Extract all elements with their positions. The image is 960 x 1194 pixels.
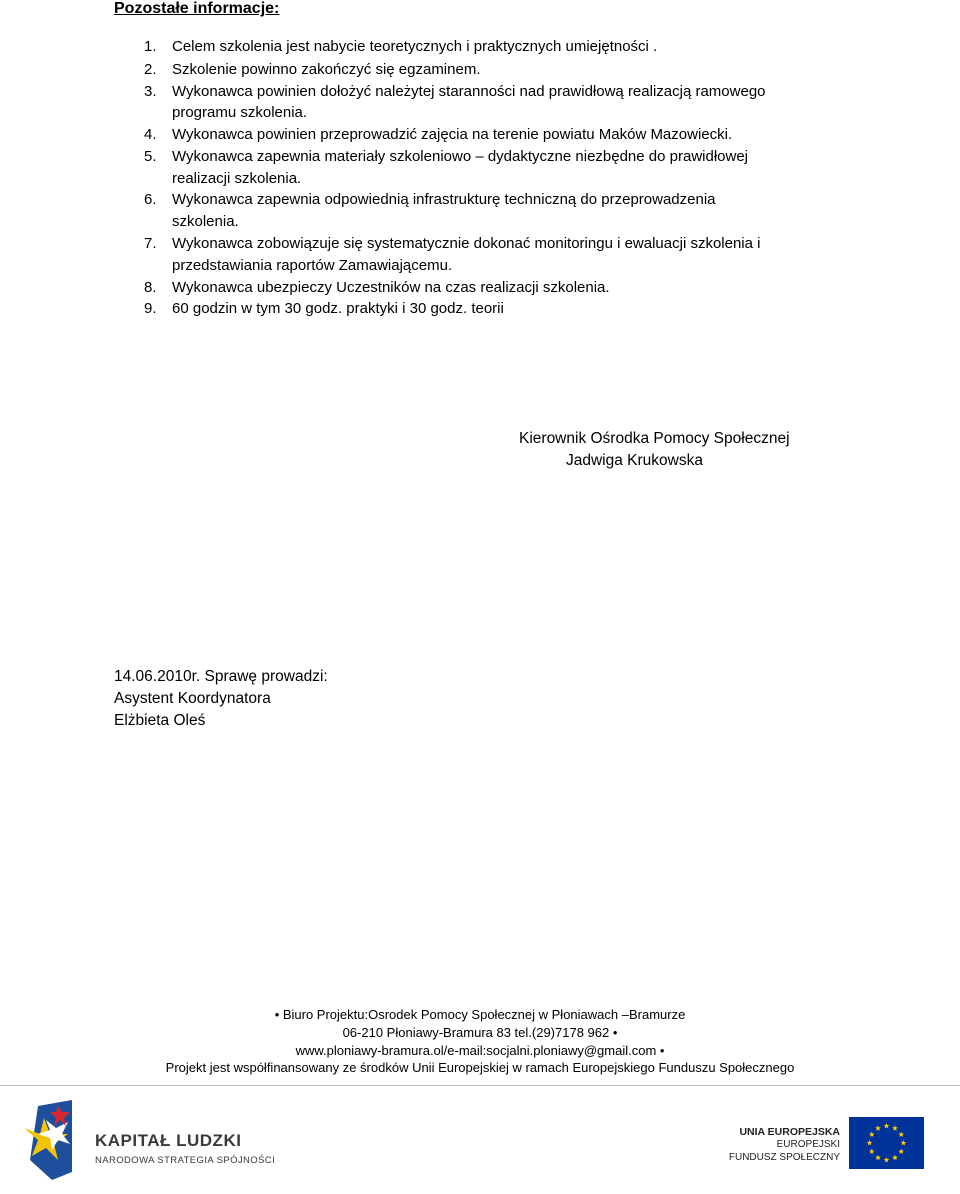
- prepared-name: Elżbieta Oleś: [114, 712, 206, 729]
- list-item-text: Celem szkolenia jest nabycie teoretycznych i praktycznych umiejętności .: [172, 38, 658, 55]
- list-item-number: 7.: [144, 235, 157, 252]
- footer-address-2: 06-210 Płoniawy-Bramura 83 tel.(29)7178 962 •: [342, 1025, 618, 1040]
- footer-contact: www.ploniawy-bramura.ol/e-mail:socjalni.ploniawy@gmail.com •: [295, 1043, 665, 1058]
- footer-funding-note: Projekt jest współfinansowany ze środków Unii Europejskiej w ramach Europejskiego Funduszu Społecznego: [165, 1060, 795, 1075]
- eu-logo-line-2: EUROPEJSKI: [776, 1139, 840, 1150]
- list-item-number: 4.: [144, 126, 157, 143]
- eu-flag-icon: [849, 1117, 924, 1169]
- list-item-text: Wykonawca powinien przeprowadzić zajęcia na terenie powiatu Maków Mazowiecki.: [172, 126, 733, 143]
- list-item-text-cont: programu szkolenia.: [172, 104, 308, 121]
- info-list: [0, 0, 960, 340]
- list-item-text: 60 godzin w tym 30 godz. praktyki i 30 godz. teorii: [172, 300, 504, 317]
- signature-name: Jadwiga Krukowska: [566, 452, 703, 469]
- list-item-text: Szkolenie powinno zakończyć się egzaminem.: [172, 61, 481, 78]
- list-item-text: Wykonawca zapewnia materiały szkoleniowo – dydaktyczne niezbędne do prawidłowej: [172, 148, 749, 165]
- signature-title: Kierownik Ośrodka Pomocy Społecznej: [519, 430, 790, 447]
- list-item-text: Wykonawca zapewnia odpowiednią infrastrukturę techniczną do przeprowadzenia: [172, 191, 716, 208]
- eu-logo-line-1: UNIA EUROPEJSKA: [739, 1126, 840, 1138]
- list-item-text-cont: przedstawiania raportów Zamawiającemu.: [172, 257, 453, 274]
- kapital-ludzki-title: KAPITAŁ LUDZKI: [95, 1131, 242, 1150]
- kapital-ludzki-subtitle: NARODOWA STRATEGIA SPÓJNOŚCI: [95, 1155, 276, 1166]
- list-item-number: 5.: [144, 148, 157, 165]
- list-item-text: Wykonawca zobowiązuje się systematycznie dokonać monitoringu i ewaluacji szkolenia i: [172, 235, 761, 252]
- list-item-number: 9.: [144, 300, 157, 317]
- list-item-text: Wykonawca powinien dołożyć należytej staranności nad prawidłową realizacją ramowego: [172, 83, 766, 100]
- section-heading: Pozostałe informacje:: [114, 0, 280, 17]
- prepared-date: 14.06.2010r. Sprawę prowadzi:: [114, 668, 328, 685]
- list-item-number: 8.: [144, 279, 157, 296]
- list-item-number: 2.: [144, 61, 157, 78]
- list-item-text-cont: szkolenia.: [172, 213, 239, 230]
- list-item-number: 1.: [144, 38, 157, 55]
- list-item-text: Wykonawca ubezpieczy Uczestników na czas realizacji szkolenia.: [172, 279, 610, 296]
- footer-address-1: • Biuro Projektu:Osrodek Pomocy Społecznej w Płoniawach –Bramurze: [274, 1007, 686, 1022]
- footer-divider: [0, 1085, 960, 1086]
- list-item-number: 6.: [144, 191, 157, 208]
- prepared-role: Asystent Koordynatora: [114, 690, 271, 707]
- kapital-ludzki-logo-icon: [24, 1100, 80, 1180]
- eu-logo-line-3: FUNDUSZ SPOŁECZNY: [728, 1152, 840, 1163]
- list-item-text-cont: realizacji szkolenia.: [172, 170, 302, 187]
- list-item-number: 3.: [144, 83, 157, 100]
